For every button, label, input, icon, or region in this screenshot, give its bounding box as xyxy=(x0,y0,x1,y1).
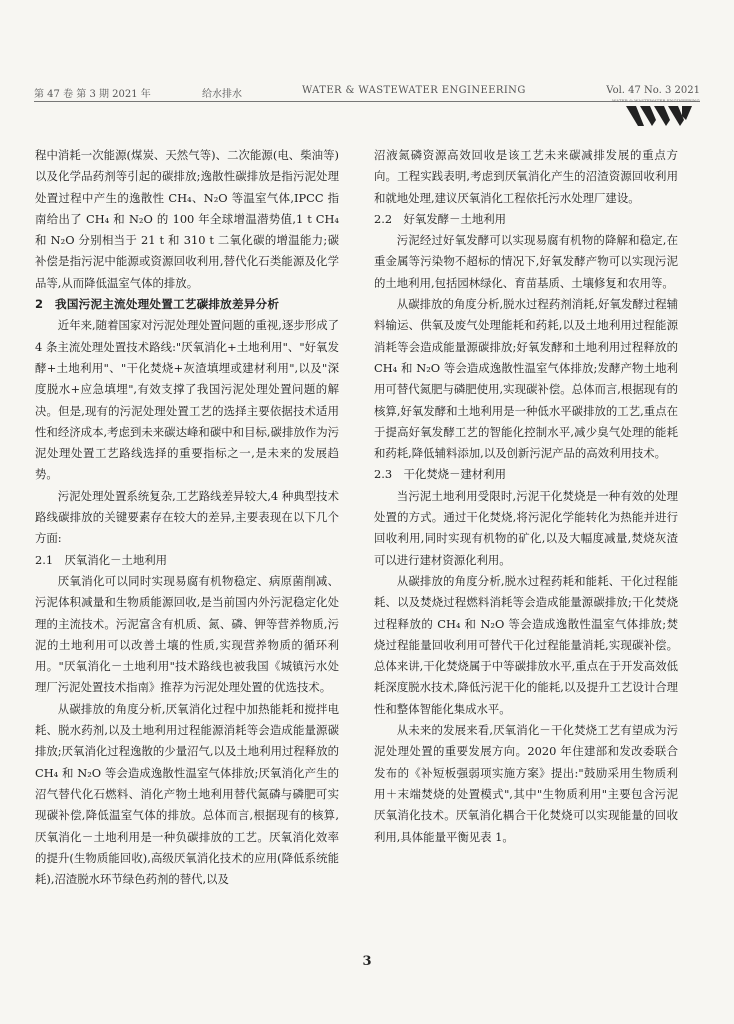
paragraph: 污泥处理处置系统复杂,工艺路线差异较大,4 种典型技术路线碳排放的关键要素存在较大的差异,主要表现在以下几个方面: xyxy=(35,488,339,546)
subsection-heading: 2.2 好氧发酵－土地利用 xyxy=(374,211,507,226)
paragraph: 近年来,随着国家对污泥处理处置问题的重视,逐步形成了 4 条主流处理处置技术路线:"厌氧消化+土地利用"、"好氧发酵+土地利用"、"干化焚烧+灰渣填埋或建材利用",以及"深度脱水+应急填埋",有效支撑了我国污泥处理处置问题的解决。但是,现有的污泥处理处置工艺的选择主要依据技术适用性和经济成本,考虑到未来碳达峰和碳中和目标,碳排放作为污泥处理处置工艺路线选择的重要指标之一,是未来的发展趋势。 xyxy=(35,318,339,482)
paragraph: 程中消耗一次能源(煤炭、天然气等)、二次能源(电、柴油等)以及化学品药剂等引起的碳排放;逸散性碳排放是指污泥处理处置过程中产生的逸散性 CH₄、N₂O 等温室气体,IPCC 指南给出了 CH₄ 和 N₂O 的 100 年全球增温潜势值,1 t CH₄ 和 N₂O 分别相当于 21 t 和 310 t 二氧化碳的增温能力;碳补偿是指污泥中能源或资源回收利用,替代化石类能源及化学品等,从而降低温室气体的排放。 xyxy=(35,148,339,290)
logo-caption: WATER & WASTEWATER ENGINEERING xyxy=(612,98,700,103)
volume-info: 第 47 卷 第 3 期 2021 年 xyxy=(34,89,151,100)
left-column xyxy=(35,145,339,890)
subsection-heading: 2.3 干化焚烧－建材利用 xyxy=(374,467,507,482)
journal-title-cn: 给水排水 xyxy=(202,89,242,100)
journal-logo xyxy=(612,96,700,130)
paragraph: 从未来的发展来看,厌氧消化－干化焚烧工艺有望成为污泥处理处置的重要发展方向。2020 年住建部和发改委联合发布的《补短板强弱项实施方案》提出:"鼓励采用生物质利用＋末端焚烧的处置模式",其中"生物质利用"主要包含污泥厌氧消化技术。厌氧消化耦合干化焚烧可以实现能量的回收利用,具体能量平衡见表 1。 xyxy=(374,723,678,844)
paragraph: 厌氧消化可以同时实现易腐有机物稳定、病原菌削减、污泥体积减量和生物质能源回收,是当前国内外污泥稳定化处理的主流技术。污泥富含有机质、氮、磷、钾等营养物质,污泥的土地利用可以改善土壤的性质,实现营养物质的循环利用。"厌氧消化－土地利用"技术路线也被我国《城镇污水处理厂污泥处置技术指南》推荐为污泥处理处置的优选技术。 xyxy=(35,573,339,695)
paragraph: 从碳排放的角度分析,厌氧消化过程中加热能耗和搅拌电耗、脱水药剂,以及土地利用过程能源消耗等会造成能量源碳排放;厌氧消化过程逸散的少量沼气,以及土地利用过程释放的 CH₄ 和 N₂O 等会造成逸散性温室气体排放;厌氧消化产生的沼气替代化石燃料、消化产物土地利用替代氮磷与磷肥可实现碳补偿,降低温室气体的排放。总体而言,根据现有的核算,厌氧消化－土地利用是一种负碳排放的工艺。厌氧消化效率的提升(生物质能回收),高级厌氧消化技术的应用(降低系统能耗),沼渣脱水环节绿色药剂的替代,以及 xyxy=(35,701,339,887)
paragraph: 从碳排放的角度分析,脱水过程药剂消耗,好氧发酵过程辅料输运、供氧及废气处理能耗和药耗,以及土地利用过程能源消耗等会造成能量源碳排放;好氧发酵和土地利用过程释放的 CH₄ 和 N₂O 等会造成逸散性温室气体排放;发酵产物土地利用可替代氮肥与磷肥使用,实现碳补偿。总体而言,根据现有的核算,好氧发酵和土地利用是一种低水平碳排放的工艺,重点在于提高好氧发酵工艺的智能化控制水平,减少臭气处理的能耗和药耗,降低辅料添加,以及创新污泥产品的高效利用技术。 xyxy=(374,297,678,461)
journal-title-en: WATER & WASTEWATER ENGINEERING xyxy=(302,85,526,96)
right-column xyxy=(374,145,678,848)
header-rule xyxy=(34,101,700,102)
paragraph: 污泥经过好氧发酵可以实现易腐有机物的降解和稳定,在重金属等污染物不超标的情况下,好氧发酵产物可以实现污泥的土地利用,包括园林绿化、育苗基质、土壤修复和农用等。 xyxy=(374,233,678,290)
running-header xyxy=(34,82,700,100)
page-number: 3 xyxy=(362,954,372,969)
subsection-heading: 2.1 厌氧消化－土地利用 xyxy=(35,552,168,567)
paragraph: 当污泥土地利用受限时,污泥干化焚烧是一种有效的处理处置的方式。通过干化焚烧,将污泥化学能转化为热能并进行回收利用,同时实现有机物的矿化,以及大幅度减量,焚烧灰渣可以进行建材资源化利用。 xyxy=(374,488,678,567)
paragraph: 从碳排放的角度分析,脱水过程药耗和能耗、干化过程能耗、以及焚烧过程燃料消耗等会造成能量源碳排放;干化焚烧过程释放的 CH₄ 和 N₂O 等会造成逸散性温室气体排放;焚烧过程能量回收利用可替代干化过程能量消耗,实现碳补偿。总体来讲,干化焚烧属于中等碳排放水平,重点在于开发高效低耗深度脱水技术,降低污泥干化的能耗,以及提升工艺设计合理性和整体智能化集成水平。 xyxy=(374,573,678,716)
paragraph: 沼液氮磷资源高效回收是该工艺未来碳减排发展的重点方向。工程实践表明,考虑到厌氧消化产生的沼渣资源回收利用和就地处理,建议厌氧消化工程依托污水处理厂建设。 xyxy=(374,148,678,205)
issue-info: Vol. 47 No. 3 2021 xyxy=(606,85,700,96)
section-heading: 2 我国污泥主流处理处置工艺碳排放差异分析 xyxy=(35,297,280,312)
